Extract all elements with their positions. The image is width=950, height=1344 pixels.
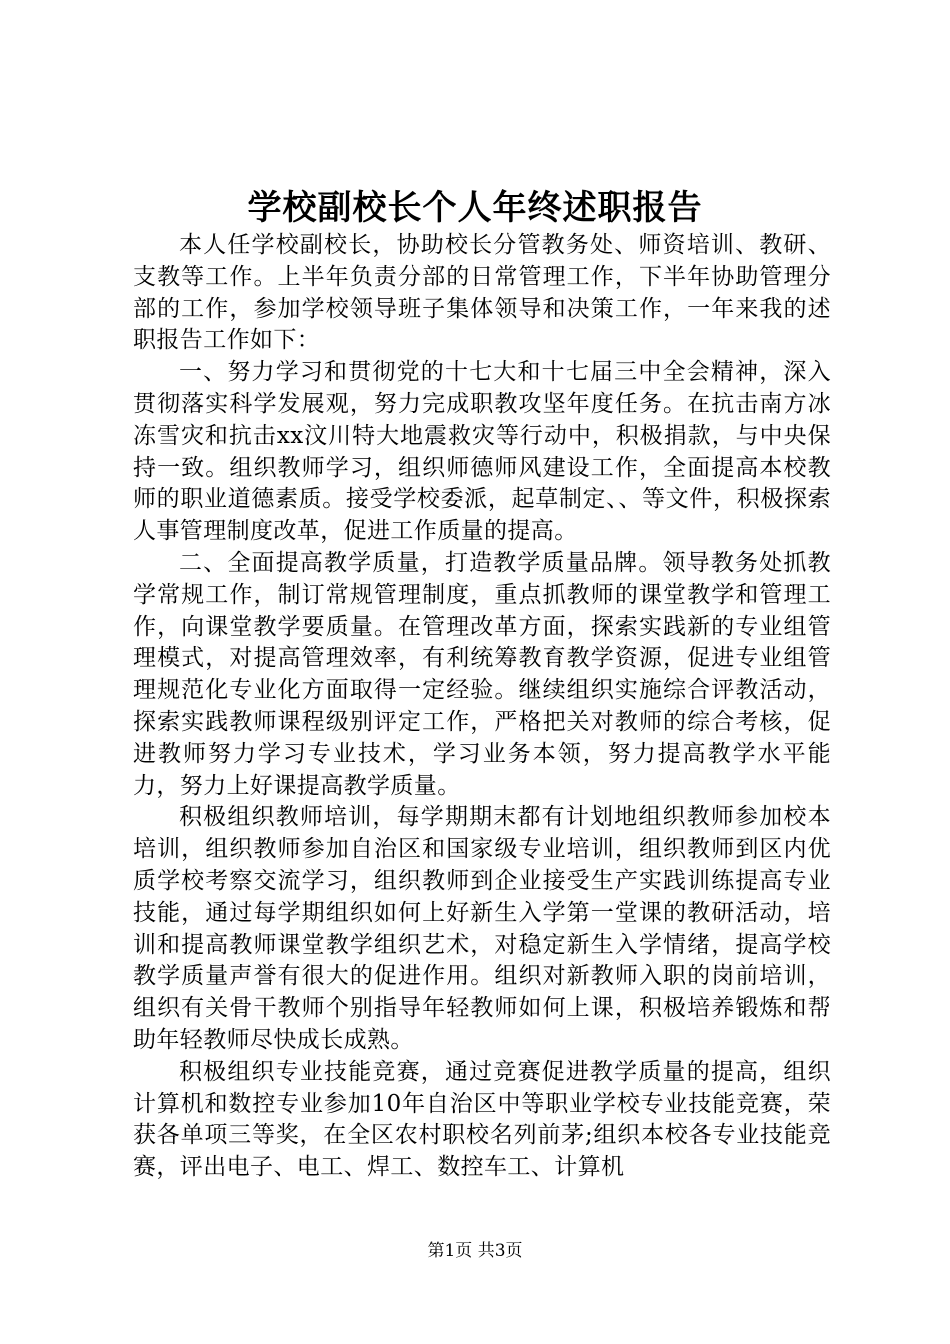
paragraph-intro: 本人任学校副校长，协助校长分管教务处、师资培训、教研、支教等工作。上半年负责分部的日常管理工作，下半年协助管理分部的工作，参加学校领导班子集体领导和决策工作，一年来我的述职报告工作如下： [133, 232, 831, 354]
paragraph-skill-competition: 积极组织专业技能竞赛，通过竞赛促进教学质量的提高，组织计算机和数控专业参加10年自治区中等职业学校专业技能竞赛，荣获各单项三等奖，在全区农村职校名列前茅;组织本校各专业技能竞赛，评出电子、电工、焊工、数控车工、计算机 [133, 1058, 831, 1181]
document-body [133, 230, 831, 1184]
paragraph-teacher-training: 积极组织教师培训，每学期期末都有计划地组织教师参加校本培训，组织教师参加自治区和国家级专业培训，组织教师到区内优质学校考察交流学习，组织教师到企业接受生产实践训练提高专业技能，通过每学期组织如何上好新生入学第一堂课的教研活动，培训和提高教师课堂教学组织艺术，对稳定新生入学情绪，提高学校教学质量声誉有很大的促进作用。组织对新教师入职的岗前培训，组织有关骨干教师个别指导年轻教师如何上课，积极培养锻炼和帮助年轻教师尽快成长成熟。 [133, 804, 831, 1053]
page-footer: 第1页 共3页 [427, 1241, 523, 1261]
paragraph-section-1: 一、努力学习和贯彻党的十七大和十七届三中全会精神，深入贯彻落实科学发展观，努力完成职教攻坚年度任务。在抗击南方冰冻雪灾和抗击xx汶川特大地震救灾等行动中，积极捐款，与中央保持一致。组织教师学习，组织师德师风建设工作，全面提高本校教师的职业道德素质。接受学校委派，起草制定、、等文件，积极探索人事管理制度改革，促进工作质量的提高。 [133, 359, 831, 545]
document-title: 学校副校长个人年终述职报告 [247, 188, 703, 228]
paragraph-section-2: 二、全面提高教学质量，打造教学质量品牌。领导教务处抓教学常规工作，制订常规管理制度，重点抓教师的课堂教学和管理工作，向课堂教学要质量。在管理改革方面，探索实践新的专业组管理模式，对提高管理效率，有利统筹教育教学资源，促进专业组管理规范化专业化方面取得一定经验。继续组织实施综合评教活动，探索实践教师课程级别评定工作，严格把关对教师的综合考核，促进教师努力学习专业技术，学习业务本领，努力提高教学水平能力，努力上好课提高教学质量。 [133, 549, 831, 799]
